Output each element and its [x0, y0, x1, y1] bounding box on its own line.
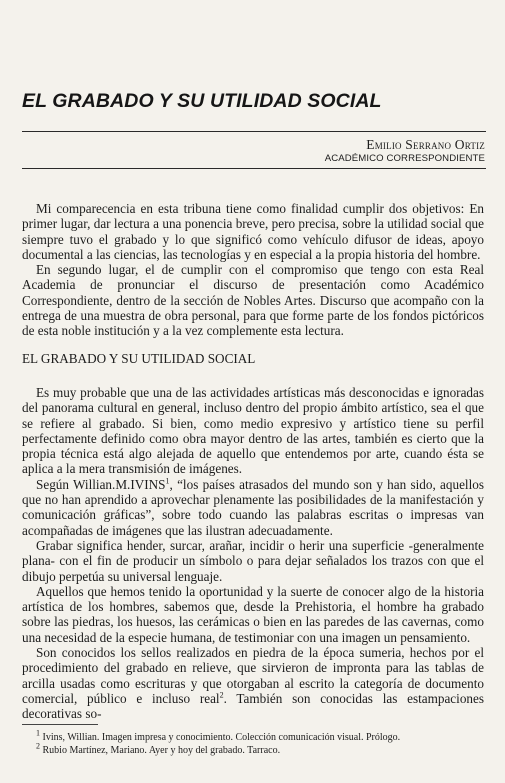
section-paragraph-2	[22, 477, 484, 538]
paragraph-text: Son conocidos los sellos realizados en piedra de la época sumeria, hechos por el procedimiento del grabado en relieve, que sirvieron de impronta para las tablas de arcilla usadas como escrituras y que otorgaban al escrito la categoría de documento comercial, público e incluso real	[22, 645, 484, 706]
author-affiliation: ACADÉMICO CORRESPONDIENTE	[324, 153, 485, 164]
footnotes	[22, 728, 484, 757]
section-paragraph-1: Es muy probable que una de las actividades artísticas más desconocidas e ignoradas del panorama cultural en general, incluso dentro del propio ámbito artístico, sea el que se refiere al grabado. Si bien, como medio expresivo y artístico tiene su perfil perfectamente definido como obra mayor dentro de las artes, también es cierto que la propia técnica está algo alejada de aquello que entendemos por arte, cuando ésta se aplica a la mera transmisión de imágenes.	[22, 384, 484, 477]
section-paragraph-3: Grabar significa hender, surcar, arañar, incidir o herir una superficie -generalmente plana- con el fin de producir un símbolo o para dejar señalados los trazos con que el dibujo perpetúa su universal lenguaje.	[22, 537, 484, 584]
intro-paragraph-2: En segundo lugar, el de cumplir con el compromiso que tengo con esta Real Academia de pronunciar el discurso de presentación como Académico Correspondiente, dentro de la sección de Nobles Artes. Discurso que acompaño con la entrega de una muestra de obra personal, para que forme parte de los fondos pictóricos de esta noble institución y a la vez complemente esta lectura.	[22, 262, 484, 339]
paragraph-text: . También son conocidas las estampaciones decorativas so-	[22, 690, 485, 722]
footnote-ref-2[interactable]: 2	[219, 690, 224, 700]
paragraph-text: , “los países atrasados del mundo son y han sido, aquellos que no han aprendido a aprovechar plenamente las posibilidades de la manifestación y comunicación gráficas”, sobre todo cuando las palabras escritas o impresas van acompañadas de imágenes que las ilustran adecuadamente.	[22, 476, 484, 538]
footnote-divider	[22, 724, 98, 725]
footnote-number: 2	[36, 741, 40, 751]
section-heading: EL GRABADO Y SU UTILIDAD SOCIAL	[22, 350, 256, 366]
footnote-1	[22, 728, 484, 744]
article-title: EL GRABADO Y SU UTILIDAD SOCIAL	[22, 90, 382, 112]
footnote-ref-1[interactable]: 1	[165, 476, 170, 486]
section-paragraph-4: Aquellos que hemos tenido la oportunidad y la suerte de conocer algo de la historia artística de los hombres, sabemos que, desde la Prehistoria, el hombre ha grabado sobre las piedras, los huesos, las cerámicas o bien en las paredes de las cavernas, como una necesidad de la especie humana, de testimoniar con una imagen un pensamiento.	[22, 583, 484, 645]
article-body	[22, 201, 484, 722]
header-rule-bottom	[22, 168, 486, 169]
section-paragraph-5	[22, 645, 484, 721]
footnote-text: Ivins, Willian. Imagen impresa y conocimiento. Colección comunicación visual. Prólogo.	[40, 732, 401, 743]
footnote-text: Rubio Martínez, Mariano. Ayer y hoy del grabado. Tarraco.	[40, 745, 281, 756]
header-rule-top	[22, 131, 486, 132]
footnote-number: 1	[36, 728, 40, 738]
paragraph-text: Según Willian.M.IVINS	[36, 476, 166, 492]
author-name: Emilio Serrano Ortiz	[366, 137, 485, 152]
intro-paragraph-1: Mi comparecencia en esta tribuna tiene como finalidad cumplir dos objetivos: En primer lugar, dar lectura a una ponencia breve, pero precisa, sobre la utilidad social que siempre tuvo el grabado y lo que significó como vehículo difusor de ideas, apoyo documental a las ciencias, las tecnologías y en especial a la propia historia del hombre.	[22, 201, 484, 262]
footnote-2	[22, 741, 484, 757]
